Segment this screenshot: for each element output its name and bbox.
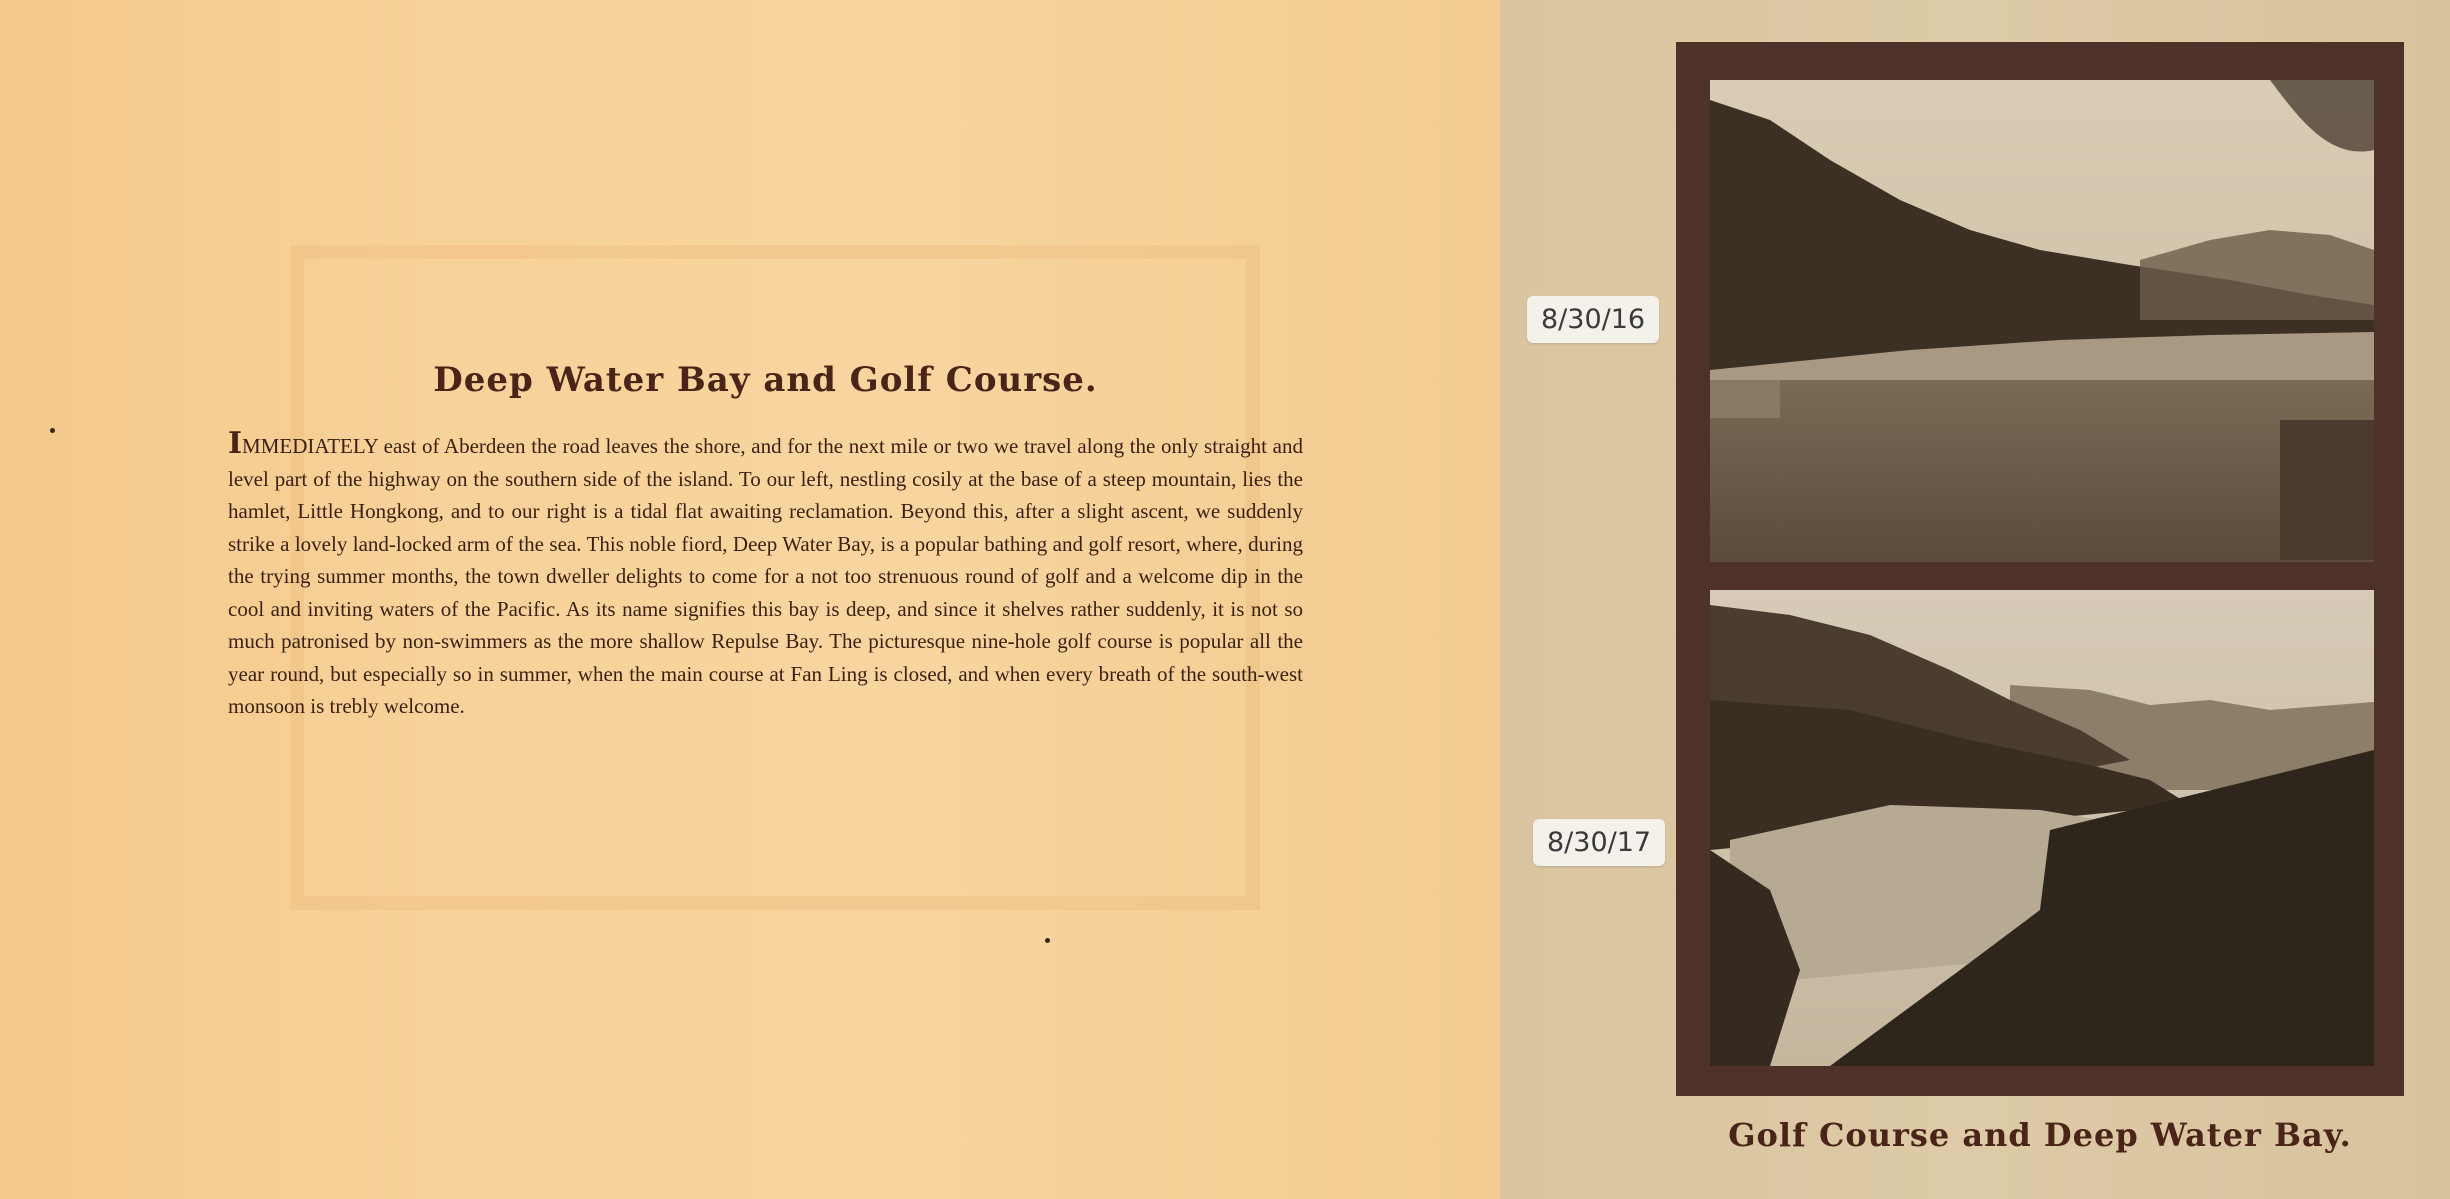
photo-deep-water-bay [1710, 590, 2374, 1066]
photo-caption: Golf Course and Deep Water Bay. [1728, 1116, 2352, 1154]
date-label-top: 8/30/16 [1527, 296, 1659, 343]
drop-cap: I [228, 426, 243, 461]
right-page [1500, 0, 2450, 1199]
deep-water-bay-photo-image [1710, 590, 2374, 1066]
photo-mount-frame [1676, 42, 2404, 1096]
paper-speck [50, 428, 55, 433]
paragraph-text: MMEDIATELY east of Aberdeen the road leaves the shore, and for the next mile or two we travel along the only straight and level part of the highway on the southern side of the island. To our left, nestling cosily at the base of a steep mountain, lies the hamlet, Little Hongkong, and to our right is a tidal flat awaiting reclamation. Beyond this, after a slight ascent, we suddenly strike a lovely land-locked arm of the sea. This noble fiord, Deep Water Bay, is a popular bathing and golf resort, where, during the trying summer months, the town dweller delights to come for a not too strenuous round of golf and a welcome dip in the cool and inviting waters of the Pacific. As its name signifies this bay is deep, and since it shelves rather suddenly, it is not so much patronised by non-swimmers as the more shallow Repulse Bay. The picturesque nine-hole golf course is popular all the year round, but especially so in summer, when the main course at Fan Ling is closed, and when every breath of the south-west monsoon is trebly welcome. [228, 434, 1303, 718]
photo-golf-course [1710, 80, 2374, 562]
body-paragraph [228, 428, 1303, 723]
golf-course-photo-image [1710, 80, 2374, 562]
paper-speck [1045, 938, 1050, 943]
date-label-bottom: 8/30/17 [1533, 819, 1665, 866]
page-title: Deep Water Bay and Golf Course. [433, 360, 1098, 400]
text-block [228, 360, 1303, 723]
